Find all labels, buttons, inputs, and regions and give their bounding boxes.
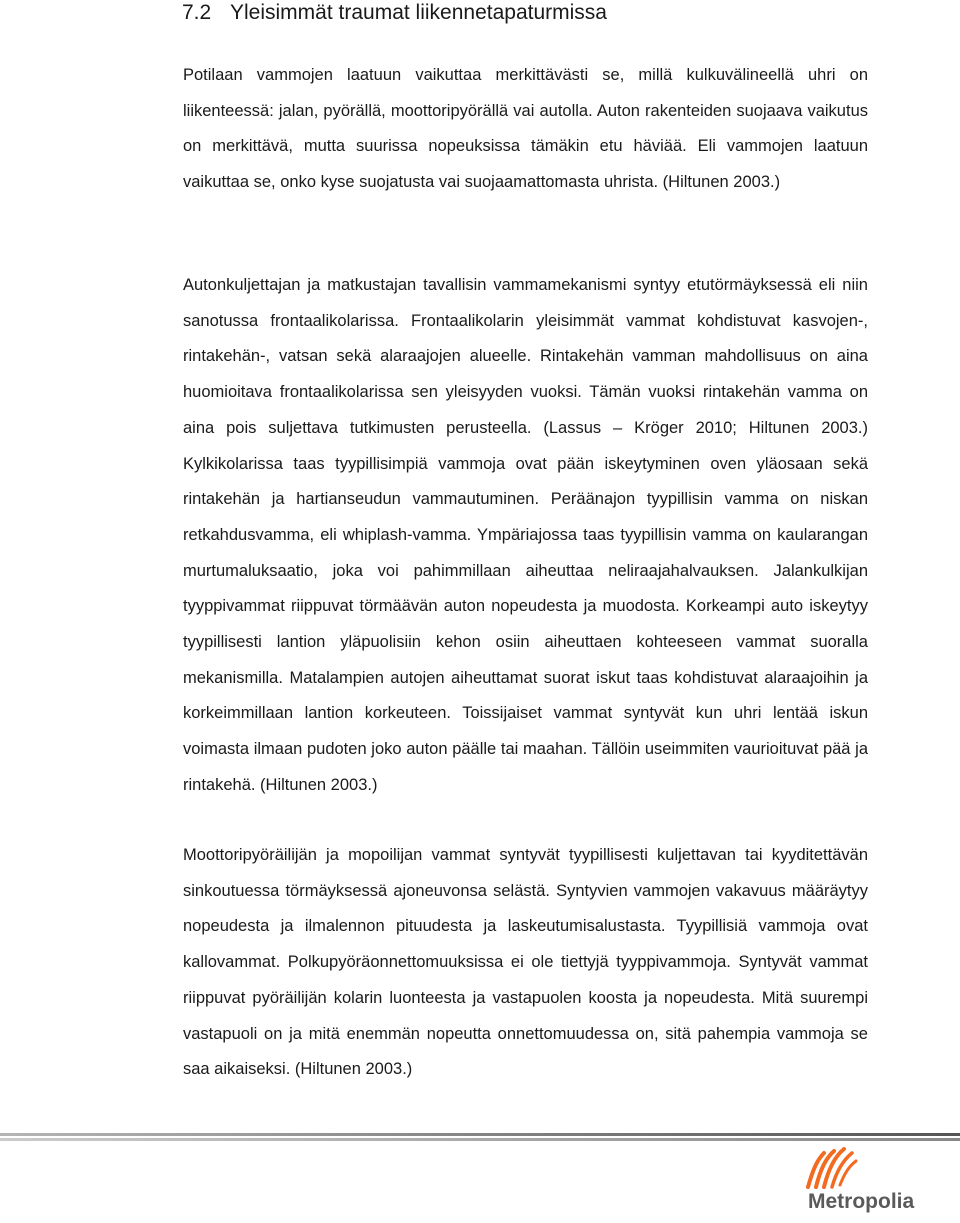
paragraph-car-collision-injuries: Autonkuljettajan ja matkustajan tavallisin vammamekanismi syntyy etutörmäyksessä eli niin sanotussa frontaalikolarissa. Frontaalikolarin yleisimmät vammat kohdistuvat kasvojen-, rintakehän-, vatsan sekä alaraajojen alueelle. Rintakehän vamman mahdollisuus on aina huomioitava frontaalikolarissa sen yleisyyden vuoksi. Tämän vuoksi rintakehän vamma on aina pois suljettava tutkimusten perusteella. (Lassus – Kröger 2010; Hiltunen 2003.) Kylkikolarissa taas tyypillisimpiä vammoja ovat pään iskeytyminen oven yläosaan sekä rintakehän ja hartianseudun vammautuminen. Peräänajon tyypillisin vamma on niskan retkahdusvamma, eli whiplash-vamma. Ympäriajossa taas tyypillisin vamma on kaularangan murtumaluksaatio, joka voi pahimmillaan aiheuttaa neliraajahalvauksen. Jalankulkijan tyyppivammat riippuvat törmäävän auton nopeudesta ja muodosta. Korkeampi auto iskeytyy tyypillisesti lantion yläpuolisiin kehon osiin aiheuttaen kohteeseen vammat suoralla mekanismilla. Matalampien autojen aiheuttamat suorat iskut taas kohdistuvat alaraajoihin ja korkeimmillaan lantion korkeuteen. Toissijaiset vammat syntyvät kun uhri lentää iskun voimasta ilmaan pudoten joko auton päälle tai maahan. Tällöin useimmiten vaurioituvat pää ja rintakehä. (Hiltunen 2003.) — [183, 276, 868, 794]
paragraph-vehicle-injuries: Potilaan vammojen laatuun vaikuttaa merkittävästi se, millä kulkuvälineellä uhri on liikenteessä: jalan, pyörällä, moottoripyörällä vai autolla. Auton rakenteiden suojaava vaikutus on merkittävä, mutta suurissa nopeuksissa tämäkin etu häviää. Eli vammojen laatuun vaikuttaa se, onko kyse suojatusta vai suojaamattomasta uhrista. (Hiltunen 2003.) — [183, 66, 868, 192]
paragraph-motorcycle-bicycle-injuries: Moottoripyöräilijän ja mopoilijan vammat syntyvät tyypillisesti kuljettavan tai kyyditettävän sinkoutuessa törmäyksessä ajoneuvonsa selästä. Syntyvien vammojen vakavuus määräytyy nopeudesta ja ilmalennon pituudesta ja laskeutumisalustasta. Tyypillisiä vammoja ovat kallovammat. Polkupyöräonnettomuuksissa ei ole tiettyjä tyyppivammoja. Syntyvät vammat riippuvat pyöräilijän kolarin luonteesta ja vastapuolen koosta ja nopeudesta. Mitä suurempi vastapuoli on ja mitä enemmän nopeutta onnettomuudessa on, sitä pahempia vammoja se saa aikaiseksi. (Hiltunen 2003.) — [183, 846, 868, 1079]
footer-divider — [0, 1133, 960, 1143]
section-number: 7.2 — [182, 1, 212, 24]
section-heading — [182, 0, 607, 26]
metropolia-logo-text: Metropolia — [808, 1190, 915, 1213]
section-title: Yleisimmät traumat liikennetapaturmissa — [230, 1, 607, 24]
